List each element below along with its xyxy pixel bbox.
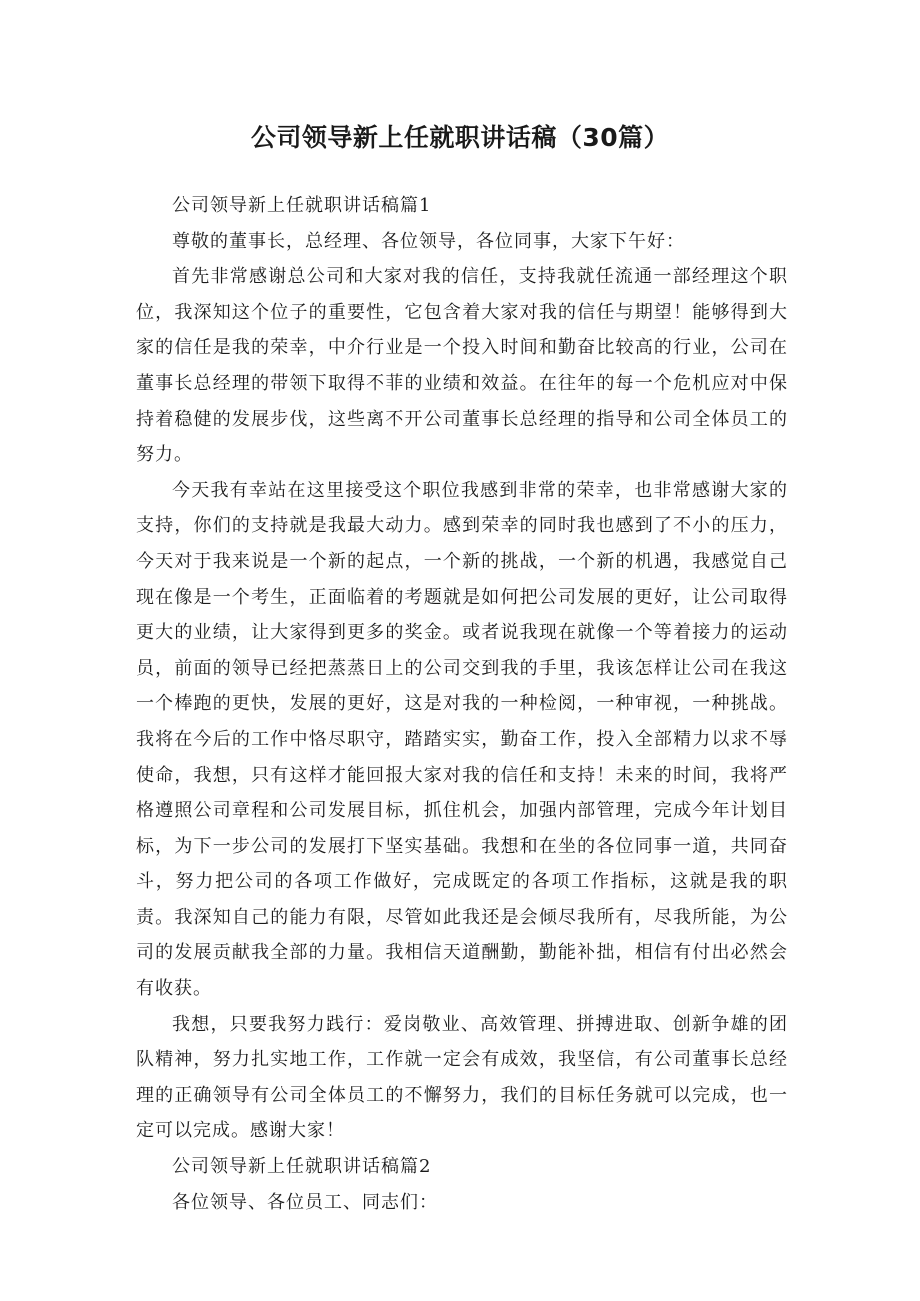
section-heading: 公司领导新上任就职讲话稿篇2: [172, 1156, 432, 1178]
section-heading: 公司领导新上任就职讲话稿篇1: [172, 195, 432, 216]
body-paragraph: 今天我有幸站在这里接受这个职位我感到非常的荣幸，也非常感谢大家的支持，你们的支持就是我最大动力。感到荣幸的同时我也感到了不小的压力，今天对于我来说是一个新的起点，一个新的挑战，一个新的机遇，我感觉自己现在像是一个考生，正面临着的考题就是如何把公司发展的更好，让公司取得更大的业绩，让大家得到更多的奖金。或者说我现在就像一个等着接力的运动员，前面的领导已经把蒸蒸日上的公司交到我的手里，我该怎样让公司在我这一个棒跑的更快，发展的更好，这是对我的一种检阅，一种审视，一种挑战。我将在今后的工作中恪尽职守，踏踏实实，勤奋工作，投入全部精力以求不辱使命，我想，只有这样才能回报大家对我的信任和支持！未来的时间，我将严格遵照公司章程和公司发展目标，抓住机会，加强内部管理，完成今年计划目标，为下一步公司的发展打下坚实基础。我想和在坐的各位同事一道，共同奋斗，努力把公司的各项工作做好，完成既定的各项工作指标，这就是我的职责。我深知自己的能力有限，尽管如此我还是会倾尽我所有，尽我所能，为公司的发展贡献我全部的力量。我相信天道酬勤，勤能补拙，相信有付出必然会有收获。: [136, 479, 788, 1000]
body-paragraph: 我想，只要我努力践行：爱岗敬业、高效管理、拼搏进取、创新争雄的团队精神，努力扎实地工作，工作就一定会有成效，我坚信，有公司董事长总经理的正确领导有公司全体员工的不懈努力，我们的目标任务就可以完成，也一定可以完成。感谢大家！: [136, 1013, 788, 1142]
document-title: 公司领导新上任就职讲话稿（30篇）: [250, 123, 670, 152]
salutation-paragraph: 尊敬的董事长，总经理、各位领导，各位同事，大家下午好：: [172, 230, 685, 252]
document-body: [136, 188, 788, 1220]
body-paragraph: 首先非常感谢总公司和大家对我的信任，支持我就任流通一部经理这个职位，我深知这个位子的重要性，它包含着大家对我的信任与期望！能够得到大家的信任是我的荣幸，中介行业是一个投入时间和勤奋比较高的行业，公司在董事长总经理的带领下取得不菲的业绩和效益。在往年的每一个危机应对中保持着稳健的发展步伐，这些离不开公司董事长总经理的指导和公司全体员工的努力。: [136, 266, 788, 466]
salutation-paragraph: 各位领导、各位员工、同志们：: [172, 1191, 438, 1213]
